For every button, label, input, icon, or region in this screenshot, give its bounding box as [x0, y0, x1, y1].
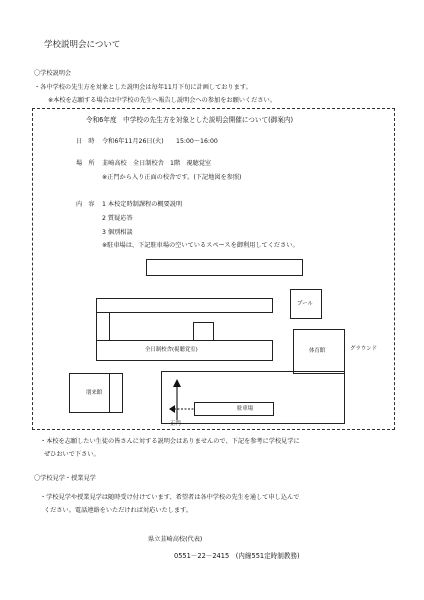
hall-label: 朋来館 [86, 390, 103, 396]
content-item: 3 個別相談 [102, 229, 133, 236]
page-title: 学校説明会について [44, 40, 121, 50]
briefing-note: ※本校を志願する場合は中学校の先生へ報告し説明会への参加をお願いください。 [48, 97, 276, 104]
map-main-building [96, 340, 273, 361]
map-building-middle [96, 298, 273, 313]
main-building-label: 全日制校舎(視聴覚室) [145, 347, 198, 353]
date-label: 日 時 [76, 138, 95, 145]
ground-label: グラウンド [350, 346, 377, 352]
visit-note-line1: ・本校を志願したい生徒の皆さんに対する説明会はありませんので、下記を参考に学校見学に [40, 438, 300, 445]
map-pool [290, 289, 322, 319]
map-parking [194, 402, 274, 416]
notice-title: 令和6年度 中学校の先生方を対象とした説明会開催について(御案内) [86, 116, 294, 124]
contact-phone: 0551－22－2415 (内線551定時制教務) [174, 552, 300, 560]
route-arrows [160, 368, 200, 426]
place-label: 場 所 [76, 160, 95, 167]
briefing-bullet: ・各中学校の先生方を対象とした説明会は毎年11月下旬に計画しております。 [34, 84, 252, 91]
parking-note: ※駐車場は、下記駐車場の空いているスペースを御利用してください。 [102, 242, 299, 249]
contact-school: 県立韮崎高校(代表) [148, 536, 203, 543]
route-arrow-up-head [173, 379, 181, 387]
gym-label: 体育館 [309, 348, 326, 354]
section-heading-visit: 〇学校見学・授業見学 [34, 475, 96, 482]
hall-annex [109, 374, 122, 412]
content-item: 2 質疑応答 [102, 215, 133, 222]
gate-label: 正門 [170, 421, 181, 427]
visit-line1: ・学校見学や授業見学は随時受け付けています、希望者は各中学校の先生を通して申し込んで [40, 494, 300, 501]
visit-line2: ください。電話連絡をいただければ対応いたします。 [44, 507, 193, 514]
map-building-top [146, 259, 303, 276]
content-item: 1 本校定時制課程の概要説明 [102, 201, 183, 208]
place-value: 韮崎高校 全日制校舎 1階 視聴覚室 [102, 160, 212, 167]
section-heading-briefing: 〇学校説明会 [34, 70, 72, 77]
content-label: 内 容 [76, 201, 95, 208]
pool-label: プール [297, 301, 313, 307]
date-value: 令和6年11月26日(火) 15:00～16:00 [102, 138, 218, 145]
parking-label: 駐車場 [237, 406, 254, 412]
place-note: ※正門から入り正面の校舎です。(下記地図を参照) [102, 174, 242, 181]
visit-note-line2: ぜひおいで下さい。 [44, 451, 100, 458]
map-gym [293, 329, 345, 374]
route-arrow-left-head [169, 405, 175, 413]
route-arrow-left [168, 402, 198, 416]
map-hall [69, 373, 123, 413]
map-wing-left [96, 313, 110, 341]
